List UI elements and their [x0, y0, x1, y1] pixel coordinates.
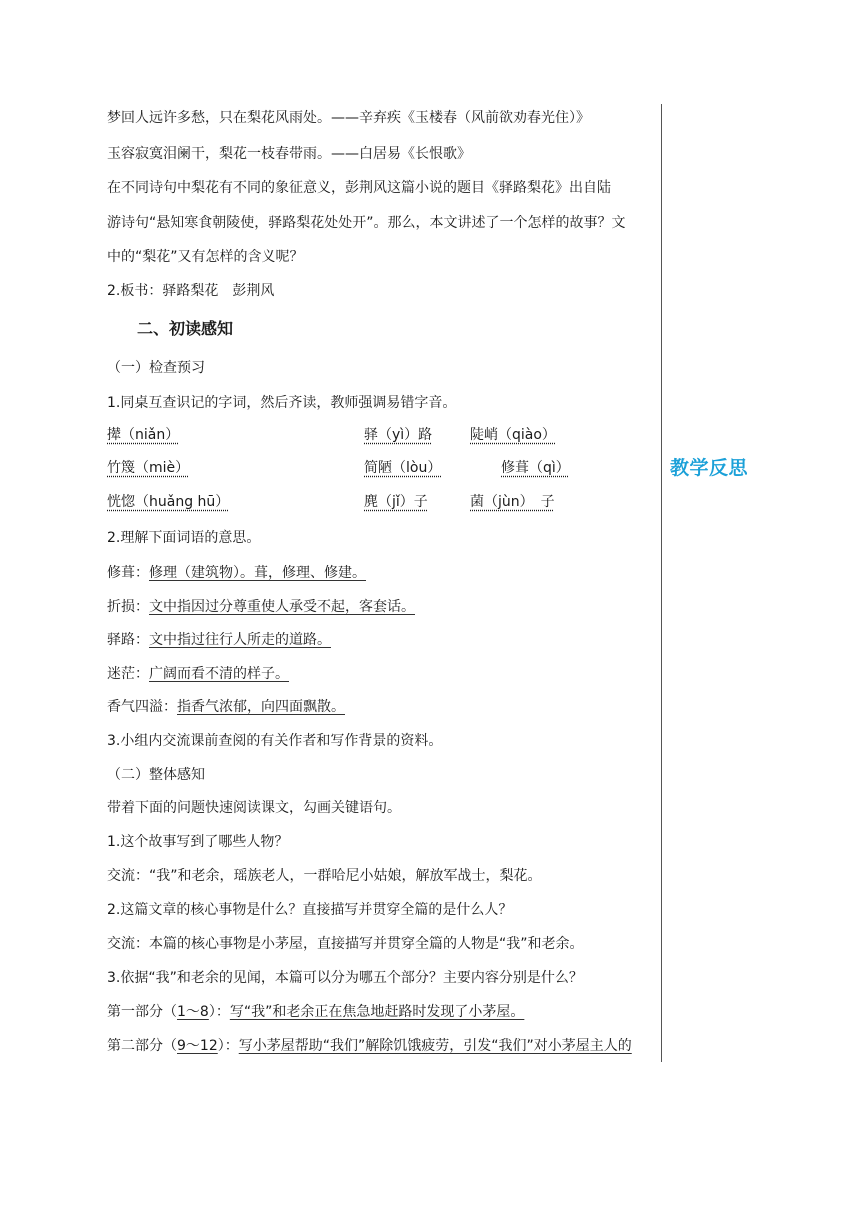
vocab-definition: 修理（建筑物）。葺，修理、修建。: [149, 565, 366, 581]
vocab-term: 折损：: [107, 599, 149, 615]
vocab-term: 修葺：: [107, 565, 149, 581]
part-range: 1～8: [177, 1004, 209, 1020]
vocab-entry: [107, 630, 331, 650]
subsection-heading-overview: （二）整体感知: [107, 767, 205, 783]
vocab-definition: 文中指因过分尊重使人承受不起，客套话。: [149, 599, 415, 615]
vocab-definition: 文中指过往行人所走的道路。: [149, 632, 331, 648]
part-separator: ）：: [217, 1038, 239, 1054]
subsection-heading-preview: （一）检查预习: [107, 360, 205, 376]
vocab-entry: [107, 664, 289, 684]
vocab-instruction: 2.理解下面词语的意思。: [107, 530, 261, 546]
answer-2: [107, 934, 584, 954]
pinyin-item: 陡峭（qiào）: [470, 427, 556, 443]
intro-paragraph-line-2: 游诗句“悬知寒食朝陵使，驿路梨花处处开”。那么，本文讲述了一个怎样的故事？文: [107, 215, 626, 231]
answer-label: 交流：: [107, 868, 149, 884]
preview-instruction: 1.同桌互查识记的字词，然后齐读，教师强调易错字音。: [107, 395, 457, 411]
question-3: 3.依据“我”和老余的见闻，本篇可以分为哪五个部分？主要内容分别是什么？: [107, 970, 583, 986]
poem-line-2: 玉容寂寞泪阑干，梨花一枝春带雨。——白居易《长恨歌》: [107, 146, 471, 162]
vocab-definition: 指香气浓郁，向四面飘散。: [177, 699, 345, 715]
part-summary: 写“我”和老余正在焦急地赶路时发现了小茅屋。: [229, 1004, 525, 1020]
pinyin-item: 撵（niǎn）: [107, 427, 180, 443]
part-2: [107, 1036, 632, 1056]
part-separator: ）：: [208, 1004, 230, 1020]
vocab-term: 驿路：: [107, 632, 149, 648]
pinyin-item: 恍惚（huǎng hū）: [107, 494, 230, 510]
intro-paragraph-line-3: 中的“梨花”又有怎样的含义呢？: [107, 249, 304, 265]
board-writing: 2.板书：驿路梨花 彭荆风: [107, 283, 275, 299]
vocab-entry: [107, 563, 366, 583]
question-2: 2.这篇文章的核心事物是什么？直接描写并贯穿全篇的是什么人？: [107, 902, 513, 918]
section-heading: 二、初读感知: [137, 319, 234, 338]
vocab-definition: 广阔而看不清的样子。: [149, 666, 289, 682]
intro-paragraph-line-1: 在不同诗句中梨花有不同的象征意义，彭荆风这篇小说的题目《驿路梨花》出自陆: [107, 180, 611, 196]
answer-text: 本篇的核心事物是小茅屋，直接描写并贯穿全篇的人物是“我”和老余。: [149, 936, 584, 952]
reading-instruction: 带着下面的问题快速阅读课文，勾画关键语句。: [107, 800, 401, 816]
pinyin-item: 竹篾（miè）: [107, 460, 190, 476]
poem-line-1: 梦回人远许多愁，只在梨花风雨处。——辛弃疾《玉楼春（风前欲劝春光住）》: [107, 110, 590, 126]
pinyin-item: 驿（yì）路: [364, 427, 433, 443]
answer-text: “我”和老余，瑶族老人，一群哈尼小姑娘，解放军战士，梨花。: [149, 868, 542, 884]
part-label: 第一部分（: [107, 1004, 177, 1020]
column-divider: [661, 104, 662, 1062]
vocab-term: 迷茫：: [107, 666, 149, 682]
vocab-term: 香气四溢：: [107, 699, 177, 715]
answer-label: 交流：: [107, 936, 149, 952]
part-range: 9～12: [177, 1038, 218, 1054]
part-label: 第二部分（: [107, 1038, 177, 1054]
part-1: [107, 1002, 524, 1022]
pinyin-item: 麂（jǐ）子: [364, 494, 428, 510]
pinyin-item: 修葺（qì）: [501, 460, 570, 476]
answer-1: [107, 866, 542, 886]
teaching-reflection-heading: 教学反思: [670, 457, 749, 479]
vocab-entry: [107, 697, 345, 717]
part-summary: 写小茅屋帮助“我们”解除饥饿疲劳，引发“我们”对小茅屋主人的: [238, 1038, 632, 1054]
pinyin-item: 简陋（lòu）: [364, 460, 442, 476]
question-1: 1.这个故事写到了哪些人物？: [107, 834, 289, 850]
group-discussion-instruction: 3.小组内交流课前查阅的有关作者和写作背景的资料。: [107, 733, 443, 749]
vocab-entry: [107, 597, 415, 617]
pinyin-item: 菌（jùn） 子: [470, 494, 555, 510]
